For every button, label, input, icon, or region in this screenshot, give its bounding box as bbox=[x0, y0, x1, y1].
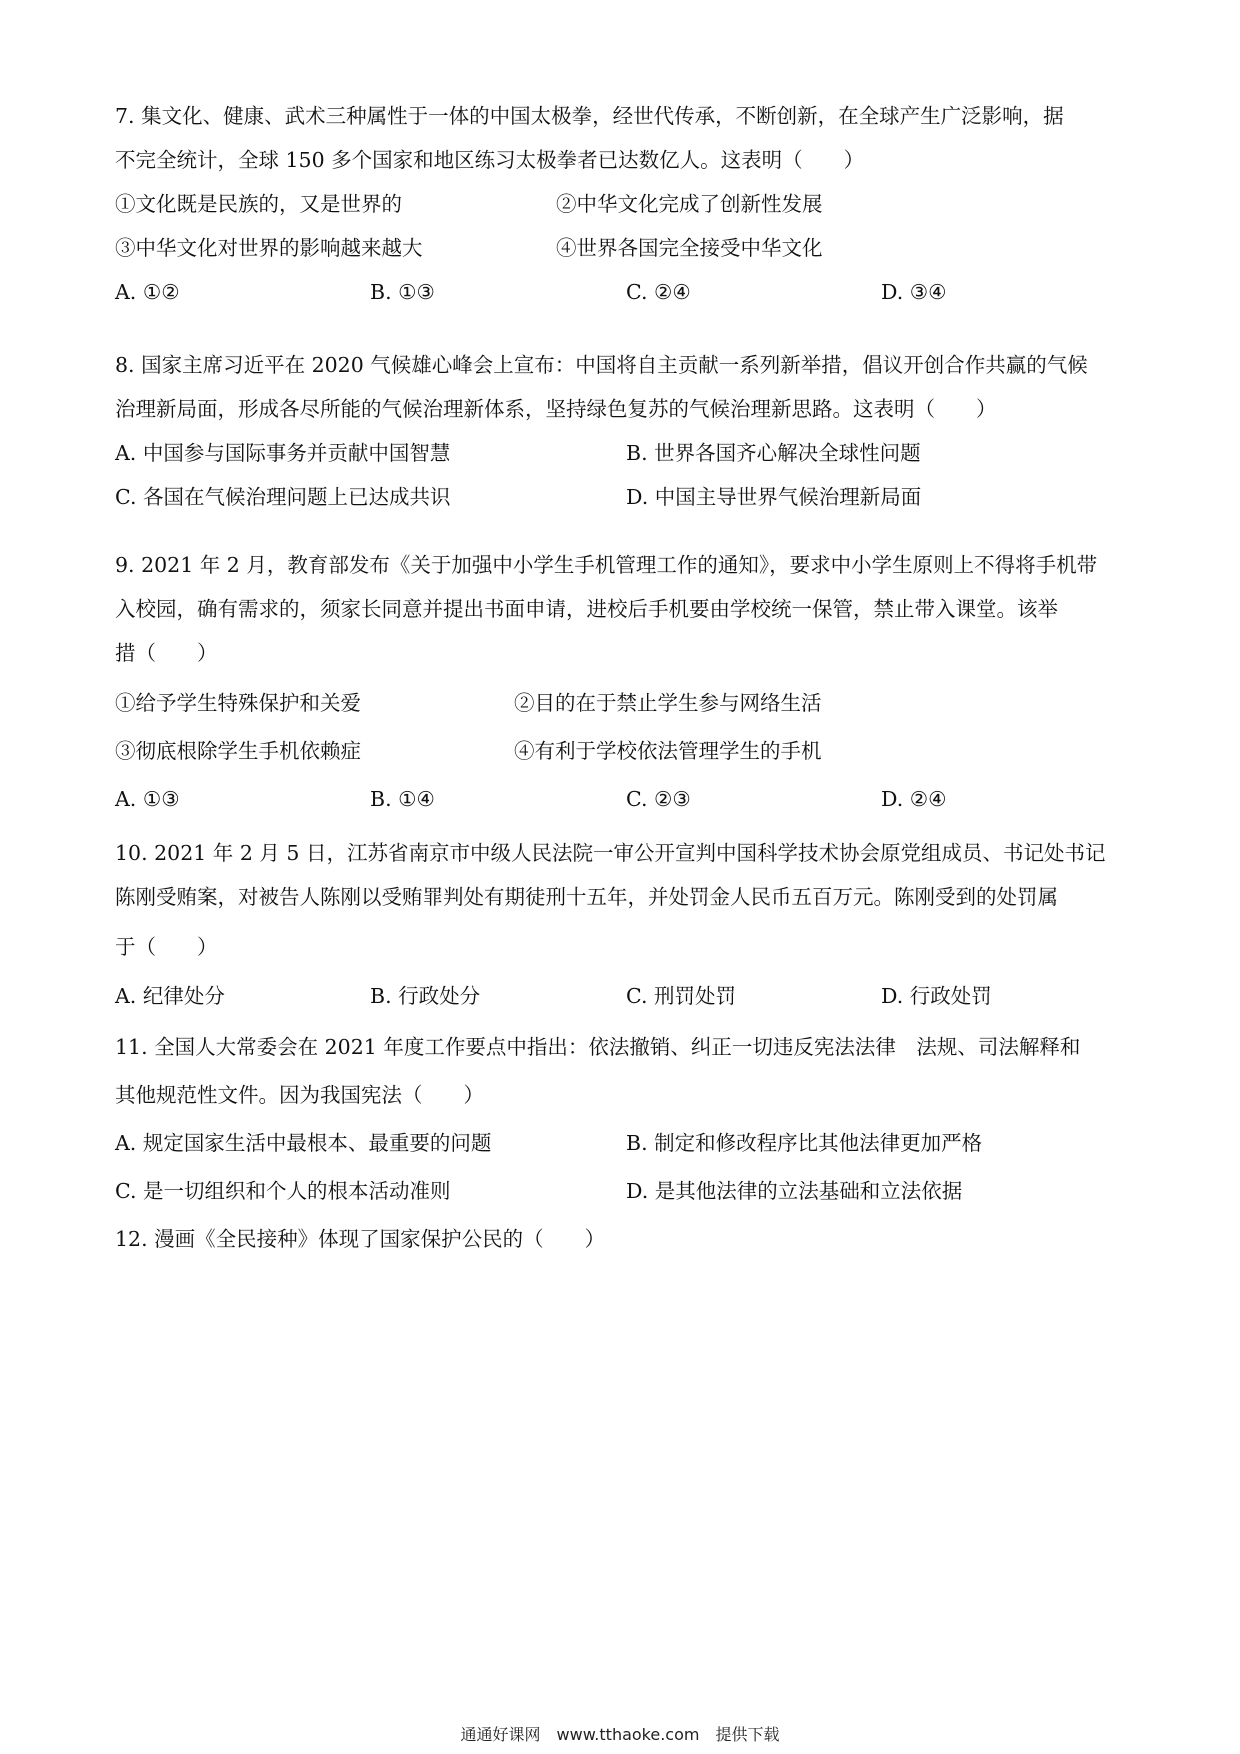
question-8-option-b: B. 世界各国齐心解决全球性问题 bbox=[626, 441, 921, 465]
question-8-option-c: C. 各国在气候治理问题上已达成共识 bbox=[115, 485, 451, 509]
question-9-statement-3: ③彻底根除学生手机依赖症 bbox=[115, 739, 361, 763]
question-9-stem-line-1: 9. 2021 年 2 月，教育部发布《关于加强中小学生手机管理工作的通知》，要求中小学生原则上不得将手机带 bbox=[115, 553, 1098, 577]
question-9-stem-line-3: 措（ ） bbox=[115, 641, 218, 665]
question-8-option-d: D. 中国主导世界气候治理新局面 bbox=[626, 485, 922, 509]
question-9-option-c: C. ②③ bbox=[626, 787, 691, 811]
question-11-option-c: C. 是一切组织和个人的根本活动准则 bbox=[115, 1179, 451, 1203]
question-8-stem-line-1: 8. 国家主席习近平在 2020 气候雄心峰会上宣布：中国将自主贡献一系列新举措，倡议开创合作共赢的气候 bbox=[115, 353, 1088, 377]
question-9-statement-4: ④有利于学校依法管理学生的手机 bbox=[514, 739, 822, 763]
question-11-stem-line-2: 其他规范性文件。因为我国宪法（ ） bbox=[115, 1083, 484, 1107]
question-10-stem-line-2: 陈刚受贿案，对被告人陈刚以受贿罪判处有期徒刑十五年，并处罚金人民币五百万元。陈刚受到的处罚属 bbox=[115, 885, 1058, 909]
question-9-option-a: A. ①③ bbox=[115, 787, 180, 811]
question-9-option-d: D. ②④ bbox=[881, 787, 947, 811]
question-10-option-b: B. 行政处分 bbox=[370, 984, 481, 1008]
question-11-option-b: B. 制定和修改程序比其他法律更加严格 bbox=[626, 1131, 983, 1155]
question-12-stem-line-1: 12. 漫画《全民接种》体现了国家保护公民的（ ） bbox=[115, 1227, 606, 1251]
question-10-option-c: C. 刑罚处罚 bbox=[626, 984, 736, 1008]
question-7-stem-line-1: 7. 集文化、健康、武术三种属性于一体的中国太极拳，经世代传承，不断创新，在全球产生广泛影响，据 bbox=[115, 104, 1064, 128]
question-8-option-a: A. 中国参与国际事务并贡献中国智慧 bbox=[115, 441, 451, 465]
question-10-stem-line-1: 10. 2021 年 2 月 5 日，江苏省南京市中级人民法院一审公开宣判中国科学技术协会原党组成员、书记处书记 bbox=[115, 841, 1106, 865]
question-9-stem-line-2: 入校园，确有需求的，须家长同意并提出书面申请，进校后手机要由学校统一保管，禁止带入课堂。该举 bbox=[115, 597, 1058, 621]
question-11-option-d: D. 是其他法律的立法基础和立法依据 bbox=[626, 1179, 963, 1203]
question-7-option-a: A. ①② bbox=[115, 280, 180, 304]
question-7-option-d: D. ③④ bbox=[881, 280, 947, 304]
page-footer: 通通好课网 www.tthaoke.com 提供下载 bbox=[460, 1725, 780, 1744]
question-9-statement-1: ①给予学生特殊保护和关爱 bbox=[115, 691, 361, 715]
question-10-stem-line-3: 于（ ） bbox=[115, 935, 218, 959]
question-7-statement-1: ①文化既是民族的，又是世界的 bbox=[115, 192, 402, 216]
question-7-option-b: B. ①③ bbox=[370, 280, 435, 304]
question-7-statement-2: ②中华文化完成了创新性发展 bbox=[556, 192, 823, 216]
question-8-stem-line-2: 治理新局面，形成各尽所能的气候治理新体系，坚持绿色复苏的气候治理新思路。这表明（ ） bbox=[115, 397, 997, 421]
question-7-option-c: C. ②④ bbox=[626, 280, 691, 304]
question-9-statement-2: ②目的在于禁止学生参与网络生活 bbox=[514, 691, 822, 715]
question-7-stem-line-2: 不完全统计，全球 150 多个国家和地区练习太极拳者已达数亿人。这表明（ ） bbox=[115, 148, 865, 172]
question-7-statement-3: ③中华文化对世界的影响越来越大 bbox=[115, 236, 423, 260]
question-7-statement-4: ④世界各国完全接受中华文化 bbox=[556, 236, 823, 260]
question-9-option-b: B. ①④ bbox=[370, 787, 435, 811]
question-11-option-a: A. 规定国家生活中最根本、最重要的问题 bbox=[115, 1131, 492, 1155]
question-10-option-a: A. 纪律处分 bbox=[115, 984, 225, 1008]
question-11-stem-line-1: 11. 全国人大常委会在 2021 年度工作要点中指出：依法撤销、纠正一切违反宪法法律 法规、司法解释和 bbox=[115, 1035, 1081, 1059]
question-10-option-d: D. 行政处罚 bbox=[881, 984, 992, 1008]
